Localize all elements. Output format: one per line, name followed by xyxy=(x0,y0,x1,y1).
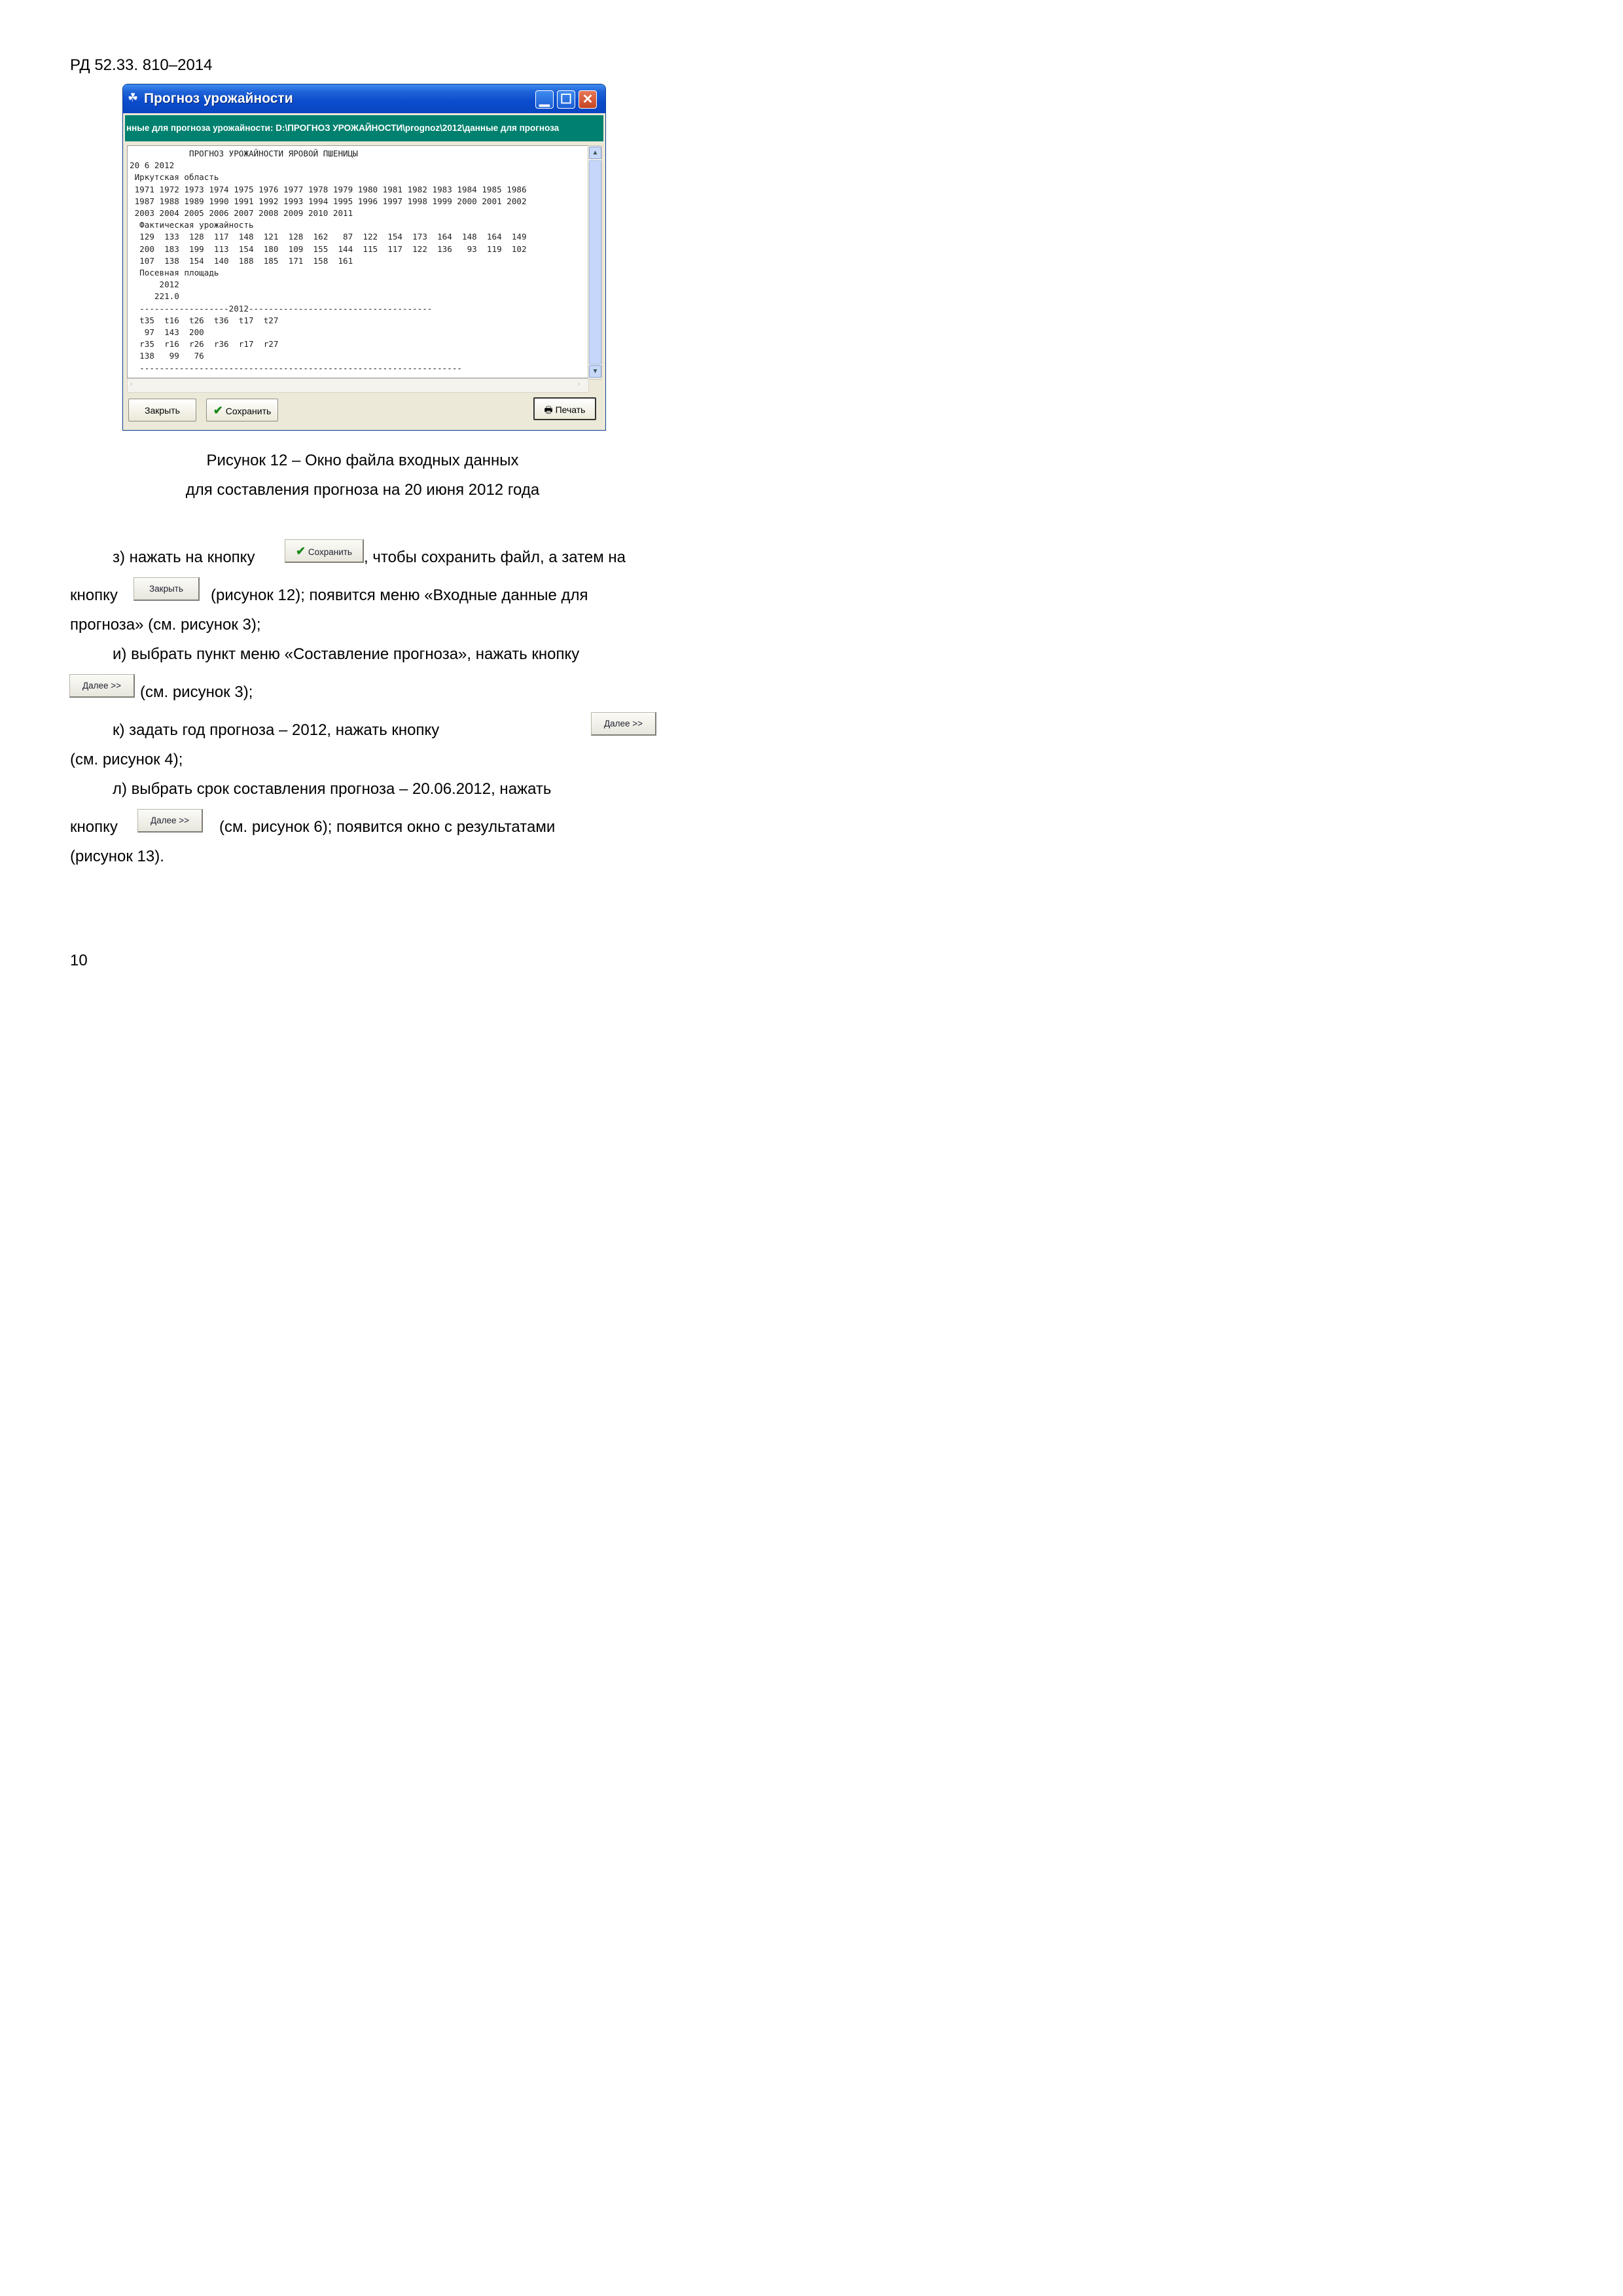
step-z-knopku: кнопку xyxy=(70,586,118,604)
scroll-down-button[interactable] xyxy=(589,365,601,378)
data-line: ----------------------------------------------------------------- xyxy=(130,363,462,373)
file-path-bar xyxy=(125,115,603,141)
inline-next-button-image xyxy=(591,712,656,736)
page-number: 10 xyxy=(70,952,88,969)
checkmark-icon: ✔ xyxy=(296,545,306,558)
print-button-label: Печать xyxy=(555,404,586,415)
close-window-button[interactable] xyxy=(579,90,597,109)
data-line: 1971 1972 1973 1974 1975 1976 1977 1978 1979 1980 1981 1982 1983 1984 1985 1986 xyxy=(130,184,527,194)
step-k-text-b: (см. рисунок 4); xyxy=(70,751,183,768)
chevron-left-icon[interactable]: ‹ xyxy=(130,380,133,388)
data-line: 97 143 200 xyxy=(130,327,204,337)
scroll-up-button[interactable] xyxy=(589,147,601,159)
close-button-label: Закрыть xyxy=(145,405,180,416)
maximize-button[interactable] xyxy=(557,90,575,109)
data-line: 2012 xyxy=(130,279,179,290)
horizontal-scrollbar[interactable] xyxy=(127,378,589,393)
data-line: Посевная площадь xyxy=(130,268,219,278)
data-text-area[interactable] xyxy=(127,145,588,378)
maximize-icon: ☐ xyxy=(560,92,572,107)
file-path: нные для прогноза урожайности: D:\ПРОГНОЗ УРОЖАЙНОСТИ\prognoz\2012\данные для прогноза xyxy=(126,123,560,133)
printer-icon: 🖶 xyxy=(544,404,553,415)
data-line: Иркутская область xyxy=(130,172,219,183)
close-button[interactable] xyxy=(128,399,196,422)
chevron-up-icon: ▲ xyxy=(592,149,599,156)
data-line: 129 133 128 117 148 121 128 162 87 122 154 173 164 148 164 149 xyxy=(130,232,527,242)
data-line: 20 6 2012 xyxy=(130,160,175,171)
document-code: РД 52.33. 810–2014 xyxy=(70,56,213,74)
data-line: 1987 1988 1989 1990 1991 1992 1993 1994 1995 1996 1997 1998 1999 2000 2001 2002 xyxy=(130,196,527,206)
minimize-button[interactable] xyxy=(535,90,554,109)
chevron-down-icon: ▼ xyxy=(592,368,599,375)
vertical-scrollbar[interactable] xyxy=(588,145,602,380)
data-line: 200 183 199 113 154 180 109 155 144 115 117 122 136 93 119 102 xyxy=(130,243,527,254)
inline-save-button-image xyxy=(285,539,364,563)
print-button[interactable] xyxy=(533,397,596,420)
title-bar[interactable] xyxy=(123,84,605,113)
step-k-text-a: к) задать год прогноза – 2012, нажать кнопку xyxy=(113,721,440,739)
inline-next-label: Далее >> xyxy=(150,816,190,825)
data-line: r35 r16 r26 r36 r17 r27 xyxy=(130,339,279,350)
inline-next-button-image xyxy=(69,674,135,698)
step-l-text-b: (см. рисунок 6); появится окно с результатами xyxy=(219,818,556,836)
inline-next-label: Далее >> xyxy=(603,719,643,728)
app-icon: ☘ xyxy=(128,91,139,104)
minimize-icon: ▁ xyxy=(539,92,550,107)
step-i-text-b: (см. рисунок 3); xyxy=(140,683,253,701)
step-l-text-c: (рисунок 13). xyxy=(70,848,164,865)
figure-caption-line1: Рисунок 12 – Окно файла входных данных xyxy=(206,452,519,469)
step-z-text-d: прогноза» (см. рисунок 3); xyxy=(70,616,261,634)
data-line: ------------------2012------------------------------------- xyxy=(130,303,433,314)
chevron-right-icon[interactable]: › xyxy=(578,380,580,388)
step-z-text-a: з) нажать на кнопку xyxy=(113,548,255,566)
data-line: 107 138 154 140 188 185 171 158 161 xyxy=(130,255,353,266)
inline-close-label: Закрыть xyxy=(149,584,183,594)
data-line: 2003 2004 2005 2006 2007 2008 2009 2010 2011 xyxy=(130,208,353,218)
figure-caption-line2: для составления прогноза на 20 июня 2012 года xyxy=(185,481,540,499)
save-button-label: Сохранить xyxy=(225,406,272,416)
step-l-text-a: л) выбрать срок составления прогноза – 20.06.2012, нажать xyxy=(113,780,552,798)
window-title: Прогноз урожайности xyxy=(144,91,293,106)
inline-close-button-image xyxy=(134,577,200,601)
scroll-thumb[interactable] xyxy=(589,160,601,365)
step-i-text-a: и) выбрать пункт меню «Составление прогноза», нажать кнопку xyxy=(113,645,580,663)
step-z-text-b: , чтобы сохранить файл, а затем на xyxy=(364,548,626,566)
inline-next-label: Далее >> xyxy=(82,681,122,691)
close-icon: ✕ xyxy=(582,92,594,107)
data-line: 221.0 xyxy=(130,291,179,302)
step-z-text-c: (рисунок 12); появится меню «Входные данные для xyxy=(211,586,588,604)
data-line: 138 99 76 xyxy=(130,351,204,361)
inline-save-label: Сохранить xyxy=(308,547,352,557)
checkmark-icon: ✔ xyxy=(213,404,223,417)
app-window xyxy=(122,84,606,431)
data-line: t35 t16 t26 t36 t17 t27 xyxy=(130,315,279,325)
data-line: ПРОГНОЗ УРОЖАЙНОСТИ ЯРОВОЙ ПШЕНИЦЫ xyxy=(130,149,358,158)
step-l-knopku: кнопку xyxy=(70,818,118,836)
inline-next-button-image xyxy=(137,809,203,833)
save-button[interactable] xyxy=(206,399,278,422)
data-line: Фактическая урожайность xyxy=(130,220,254,230)
